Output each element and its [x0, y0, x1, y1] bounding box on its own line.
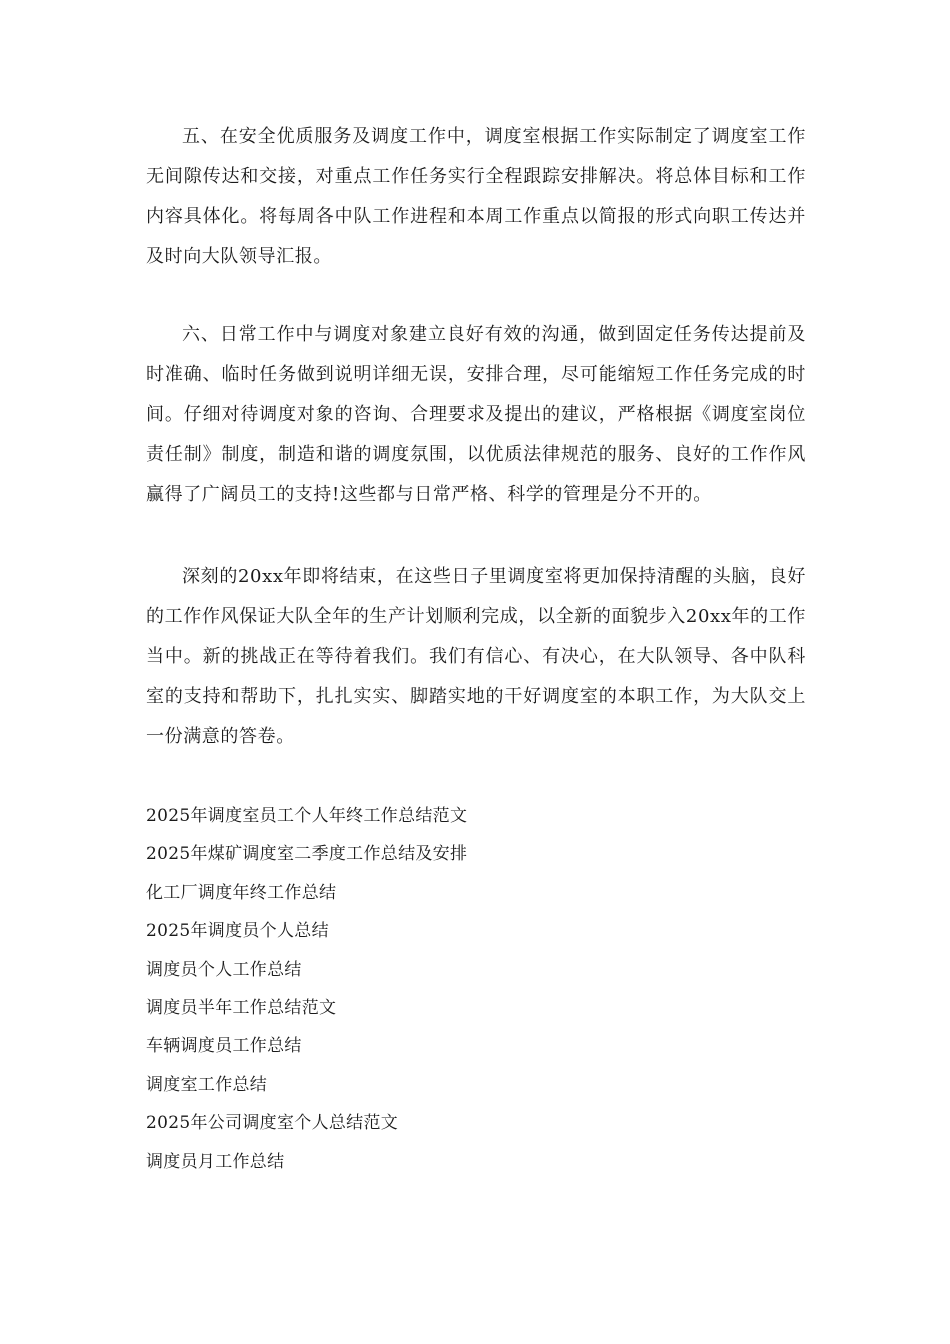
related-article-link[interactable]: 调度员月工作总结 — [146, 1151, 285, 1172]
related-article-link[interactable]: 2025年调度员个人总结 — [146, 921, 329, 942]
related-article-link[interactable]: 调度室工作总结 — [146, 1074, 268, 1095]
paragraph-section-5: 五、在安全优质服务及调度工作中，调度室根据工作实际制定了调度室工作无间隙传达和交接，对重点工作任务实行全程跟踪安排解决。将总体目标和工作内容具体化。将每周各中队工作进程和本周工作重点以简报的形式向职工传达并及时向大队领导汇报。 — [146, 126, 806, 267]
related-article-link[interactable]: 调度员半年工作总结范文 — [146, 997, 337, 1018]
related-article-link[interactable]: 2025年调度室员工个人年终工作总结范文 — [146, 806, 468, 826]
related-article-link[interactable]: 2025年公司调度室个人总结范文 — [146, 1113, 399, 1134]
paragraph-section-6: 六、日常工作中与调度对象建立良好有效的沟通，做到固定任务传达提前及时准确、临时任务做到说明详细无误，安排合理，尽可能缩短工作任务完成的时间。仔细对待调度对象的咨询、合理要求及提出的建议，严格根据《调度室岗位责任制》制度，制造和谐的调度氛围，以优质法律规范的服务、良好的工作作风赢得了广阔员工的支持!这些都与日常严格、科学的管理是分不开的。 — [146, 324, 806, 505]
related-article-link[interactable]: 化工厂调度年终工作总结 — [146, 882, 337, 903]
paragraph-conclusion: 深刻的20xx年即将结束，在这些日子里调度室将更加保持清醒的头脑，良好的工作作风保证大队全年的生产计划顺利完成，以全新的面貌步入20xx年的工作当中。新的挑战正在等待着我们。我们有信心、有决心，在大队领导、各中队科室的支持和帮助下，扎扎实实、脚踏实地的干好调度室的本职工作，为大队交上一份满意的答卷。 — [146, 566, 806, 747]
related-article-link[interactable]: 调度员个人工作总结 — [146, 959, 302, 980]
related-article-link[interactable]: 2025年煤矿调度室二季度工作总结及安排 — [146, 844, 468, 865]
related-article-link[interactable]: 车辆调度员工作总结 — [146, 1036, 302, 1057]
related-articles-list — [146, 797, 467, 1181]
